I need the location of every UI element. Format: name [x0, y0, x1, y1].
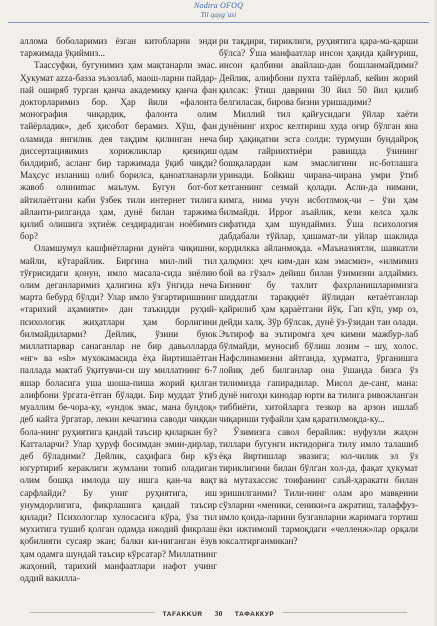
- paragraph: Таассуфки, бугунимиз ҳам мақтанарли эмас. Ҳукумат аzza-базза эъзозлаб, маош-ларни пайдар-пай оширяб турган қанча академику қанча фан докторларимиз бор. Ҳар йили «фалонта монография чиқардик, фалонта олим тайёрладик», деб ҳисобот берамиз. Хўш, фан оламида янгилик дея тақдим қилинган неча диссертацияимиз хорижликлар қизиқиш билдириб, асланг бир таржимада ўқиб чиқди? Маҳсус изланиш олиб борилса, қаноатланарли жавоб олиниmaс маълум. Бугун бот-бот айтилаётгани каби ўзбек тили интернет тилига айланти-рилганда ҳам, дунё билан таржима қилиб олишига эҳтиёж сездирадиган ноёбимиз бор?: [20, 60, 217, 242]
- running-header-author: Nodira OFOQ: [193, 1, 244, 10]
- footer-label-cyrillic: ТАФАККУР: [234, 610, 275, 618]
- paragraph: ри тақдири, тириклиги, руҳиятига қара-ма-қарши бўлса? Ўша манфаатлар инсон ҳақида қайғуриш, инсон қалбини авайлаш-дан бошланмайдими? Дейлик, алифбони пухта тайёрлаб, кейин жорий қилсак: ўтиш даврини 30 йил 50 йил қилиб белгиласак, бирова бизни уришадими?: [219, 36, 418, 108]
- page-edge-shadow: [433, 0, 437, 626]
- right-text-column: [219, 35, 418, 591]
- page-footer: [0, 610, 437, 618]
- page-number: 30: [214, 610, 223, 618]
- footer-label-latin: TAFAKKUR: [162, 610, 203, 618]
- paragraph: Оламшумул кашфиётларни дунёга чиқишни, майли, кўтарайлик. Биргина мил-лий тил тўғрисидаги қонун, имло масала-сида зиёлию олим деганларимиз ҳалигина кўз ўнгида неча марта бебурд бўлди? Улар имло ўзгартиришнинг «тарихий аҳамияти» дан таъкидди руҳий-психологик жиҳатлари ҳам борлигини билмайдиларми? Дейлик, ўзини буюк миллатпарвар санаганлар не бир давьолларда «нг» ва «sh» мухокамасида ёҳа йиртишаётган палладa мактаб ўқитувчи-си шу миллатнинг 6-7 яшар боласига ушa шоша-пиша жорий қилган алифбони ўргата-ётган бўлади. Бир муддат ўтиб муаллим бе-чора-ку, «ундок эмас, мана бундоқ» деб кайта ўргатар, лекин кечагина саводи чиққан бола-нинг руҳиятига қандай таъсир қиларкан бу? Катталарчи? Улар ҳуруф босимдан эмин-дирлар, деб бўладими? Дейлик, саҳифага бир кўз югуртириб кераклиги жумлани топиб оладиган олим бошқа имлода шу ишга қан-ча вақт сарфлайди? Бу униг руҳиятига, иш унумдорлигига, фикрлашига қандай таъсир қилади? Психологлар хулосасига кўра, ўза тил мухитига тушиб қолган одамда ижодий фикрлаш қобилияти сусаяр экан; балки ки-ниганган ёзув ҳам одамга шундай таъсир кўрсатар? Миллатнинг жаҳоний, тарихий манфаатлари нафот учинг оддий вакилла-: [20, 243, 217, 583]
- paragraph: Миллий тил қайғусидаги ўйлар хаёти дунёнинг ихроc келтириш худа оғир бўлган яна бир ҳақиқатни эсга солди: турмуши бундайроқ одам гайриихтиёри равишда ўзининг бошқалардан кам эмаслигини ис-ботлашга уринади. Бойкиш чирана-чирана умри ўтиб кетганнинг сезмай қолади. Асли-да нимани, кимга, нима учун исботлмоқ-чи – ўзи ҳам билмайди. Ирроr аъайлик, кези келса ҳалк сифатида ҳам шундаймиз. Ўша психология дабдабали тўйлар, ҳашамат-ли уйлар шаклида кордилкка айланмоқда. «Маъназиятли, шавкатли ҳалқмиз: ҳеч ким-дан кам эмасмиз», «илмимиз бой ва гўзал» дейиш билан ўзимизни алдаймиз. Бизнинг бу тахлит фахрланишларимизга шиддатли тараққиёт йўлидан кетаётганлар қайрилиб ҳам қараётгани йўқ. Гап кўп, умр оз, дейди халқ. Зўр бўлсак, дунё ўз-ўзидан тан олади. Эътироф ва эътиромга ҳеч кимни мажбур-лаб бўлмайди, муносиб бўлиш лозим – шу, холос. Нафслинамизни айтганда, ҳурматга, ўрганишга лойиқ деб билганлар она ўшанда бизга ўз тилимизда гапирадилар. Мисол де-санг, мана: дунё нигоҳи кинодар юрти ва тилига ривожланган тиббиёти, хитойларга тезкор ва арзон ишлаб чиқариши туфайли ҳам қаратилмоқда-ку...: [219, 109, 418, 425]
- paragraph: Ўзимизга савол берайлик: нуфузли жаҳон тиллари бугунги иктидорига тилу имло талашиб ёқа йиртишлар эвазига; юл-чилик эл ўз тириклигини билан бўлган хол-да, фақат ҳукумат ва мутахассис тоифанинг саъй-ҳаракати билан эришилганми? Тили-нинг олам аро мавқеини сўзларни «меники, сеники»га ажратиш, талаффуз-имло қоида-ларини бузганларни жаримага тортиш ёки ижтимоий тармоқдаги «челленж»лар орқали юксалтирганмикан?: [219, 426, 418, 547]
- running-header-subtitle: Til qayg`usi: [200, 10, 237, 19]
- left-text-column: [20, 35, 217, 591]
- paragraph: аллома боболаримиз ёзган китобларни энди таржимада ўқиймиз...: [20, 36, 217, 59]
- header-divider: [8, 22, 429, 23]
